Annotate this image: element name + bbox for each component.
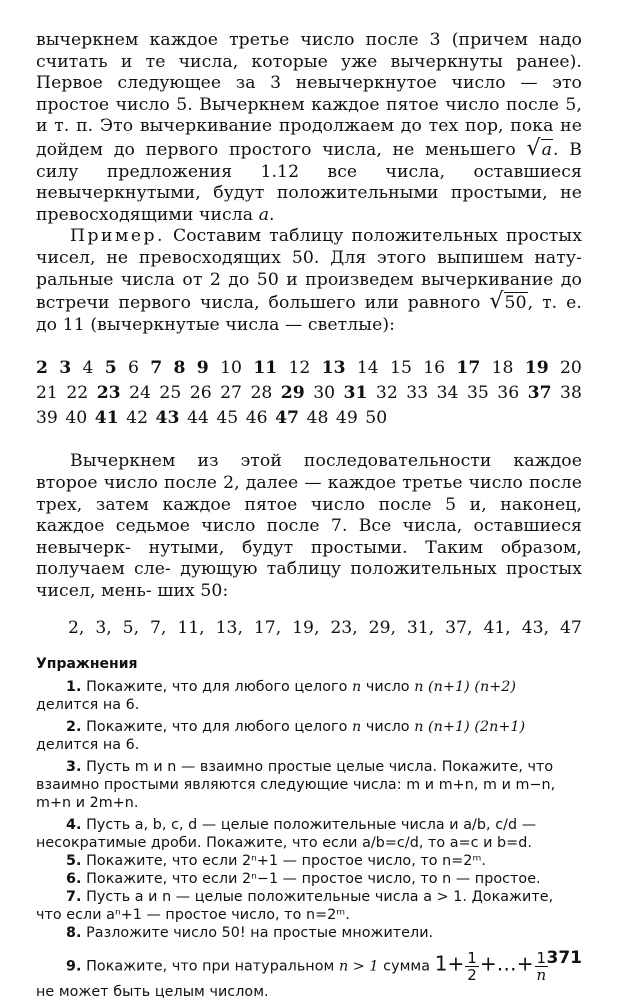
table-number: 23: [96, 383, 121, 404]
sqrt-50: √50: [489, 289, 527, 315]
text-line: считать и те числа, которые уже вычеркнуты ранее).: [36, 51, 582, 72]
table-number: 36: [497, 383, 520, 404]
table-number: 5: [104, 358, 117, 379]
table-number: 21: [36, 383, 58, 404]
table-number: 50: [365, 408, 388, 429]
text-line: числа: [198, 204, 254, 225]
table-number: 27: [220, 383, 242, 404]
table-number: 19: [524, 358, 549, 379]
table-number: 35: [466, 383, 489, 404]
table-number: 37: [527, 383, 552, 404]
table-number: 38: [560, 383, 582, 404]
page-content: [36, 30, 582, 1001]
prime-number: 29,: [368, 618, 396, 639]
text-line: число 5. Вычеркнем каждое пятое число после 5, и т. п.: [36, 94, 582, 137]
table-number: 46: [245, 408, 268, 429]
fraction-one-over-n: $\frac{1}{n}$: [536, 949, 547, 985]
prime-number: 23,: [330, 618, 358, 639]
variable: a: [258, 204, 270, 225]
exercises-list: [36, 678, 582, 1001]
exercise-1: 1. Покажите, что для любого целого n число n (n+1) (n+2) делится на 6.: [36, 679, 517, 714]
prime-number: 2,: [68, 618, 85, 639]
number-row-3: [36, 406, 582, 431]
exercises-title: Упражнения: [36, 656, 138, 673]
table-number: 48: [306, 408, 329, 429]
table-number: 41: [94, 408, 119, 429]
page-number: 371: [546, 948, 582, 968]
prime-number: 7,: [149, 618, 167, 639]
table-number: 20: [559, 358, 582, 379]
text-line: Это вычеркивание продолжаем до тех пор, пока не дойдем: [36, 116, 582, 160]
prime-number: 13,: [215, 618, 243, 639]
table-number: 6: [128, 358, 139, 379]
text-line: будут положительными простыми, не превосходящими: [36, 183, 582, 225]
text-line: предложения 1.12 все числа, оставшиеся невычеркнутыми,: [36, 161, 582, 204]
table-number: 42: [126, 408, 149, 429]
table-number: 9: [196, 358, 209, 379]
table-number: 15: [390, 358, 412, 379]
exercise-9: 9. Покажите, что при натуральном n > 1 сумма 1+ $\frac{1}{2}$ +…+ $\frac{1}{n}$ не может быть целым числом.: [36, 949, 547, 1001]
exercise-7: 7. Пусть a и n — целые положительные числа a > 1. Докажите, что если aⁿ+1 — простое число, то n=2ᵐ.: [36, 889, 554, 924]
prime-number: 41,: [483, 618, 511, 639]
table-number: 25: [159, 383, 182, 404]
table-number: 7: [150, 358, 163, 379]
table-number: 26: [189, 383, 212, 404]
prime-number: 11,: [177, 618, 205, 639]
number-table: [36, 356, 582, 431]
exercise-6: 6. Покажите, что если 2ⁿ−1 — простое число, то n — простое.: [66, 871, 541, 888]
table-number: 47: [275, 408, 300, 429]
primes-list: [36, 618, 582, 638]
table-number: 29: [280, 383, 305, 404]
text-line: вычеркнем каждое третье число после 3 (причем надо: [36, 30, 582, 50]
table-number: 18: [491, 358, 514, 379]
number-row-1: [36, 356, 582, 381]
table-number: 16: [423, 358, 446, 379]
paragraph-3: Вычеркнем из этой последовательности каждое второе число после 2, далее — каждое третье число после трех, затем каждое пятое число после 5 и, наконец, каждое седьмое число после 7. Все числа, оставшиеся невычерк- нутыми, будут простыми. Таким образом, получаем сле- дующую таблицу положительных простых чисел, мень- ших 50:: [36, 451, 582, 601]
text-line: Первое следующее за 3 невычеркнутое число — это простое: [36, 73, 582, 115]
number-row-2: [36, 381, 582, 406]
table-number: 39: [36, 408, 58, 429]
prime-number: 47: [559, 618, 582, 639]
example-label: Пример.: [70, 226, 165, 247]
exercise-3: 3. Пусть m и n — взаимно простые целые числа. Покажите, что взаимно простыми являются следующие числа: m и m+n, m и m−n, m+n и 2m+n.: [36, 759, 556, 812]
text-line: до первого простого числа, не меньшего: [113, 139, 516, 160]
table-number: 31: [343, 383, 368, 404]
text-line: . В силу: [36, 139, 582, 182]
paragraph-2: Пример. Составим таблицу положительных простых чисел, не превосходящих 50. Для этого выпишем нату- ральные числа от 2 до 50 и произведем вычеркивание до встречи первого числа, большего или равного √50, т. е. до 11 (вычеркнутые числа — светлые):: [36, 226, 582, 335]
table-number: 28: [250, 383, 273, 404]
table-number: 43: [155, 408, 180, 429]
table-number: 34: [436, 383, 459, 404]
table-number: 45: [216, 408, 239, 429]
exercise-5: 5. Покажите, что если 2ⁿ+1 — простое число, то n=2ᵐ.: [66, 853, 487, 870]
table-number: 10: [220, 358, 242, 379]
table-number: 4: [82, 358, 94, 379]
table-number: 11: [253, 358, 278, 379]
prime-number: 37,: [445, 618, 473, 639]
prime-number: 31,: [406, 618, 435, 639]
table-number: 12: [288, 358, 311, 379]
exercise-2: 2. Покажите, что для любого целого n число n (n+1) (2n+1) делится на 6.: [36, 719, 526, 754]
prime-number: 3,: [95, 618, 112, 639]
prime-number: 17,: [253, 618, 282, 639]
fraction-one-half: $\frac{1}{2}$: [467, 949, 477, 985]
table-number: 14: [356, 358, 379, 379]
table-number: 33: [406, 383, 429, 404]
table-number: 32: [375, 383, 398, 404]
table-number: 40: [65, 408, 88, 429]
sqrt-a: √a: [526, 135, 552, 161]
exercise-8: 8. Разложите число 50! на простые множители.: [66, 925, 434, 942]
table-number: 8: [173, 358, 186, 379]
exercise-4: 4. Пусть a, b, c, d — целые положительные числа и a/b, c/d — несократимые дроби. Покажите, что если a/b=c/d, то a=c и b=d.: [36, 817, 537, 852]
prime-number: 5,: [122, 618, 140, 639]
paragraph-1: вычеркнем каждое третье число после 3 (причем надо считать и те числа, которые уже вычеркнуты ранее). Первое следующее за 3 невычеркнутое число — это простое число 5. Вычеркнем каждое пятое число после 5, и т. п. Это вычеркивание продолжаем до тех пор, пока не дойдем до первого простого числа, не меньшего √a. В силу предложения 1.12 все числа, оставшиеся невычеркнутыми, будут положительными простыми, не превосходящими числа a.: [36, 30, 582, 225]
table-number: 30: [313, 383, 336, 404]
table-number: 44: [186, 408, 209, 429]
table-number: 2: [36, 358, 48, 379]
table-number: 13: [321, 358, 346, 379]
table-number: 17: [456, 358, 481, 379]
table-number: 49: [335, 408, 358, 429]
table-number: 3: [59, 358, 72, 379]
prime-number: 19,: [292, 618, 320, 639]
table-number: 24: [129, 383, 151, 404]
table-number: 22: [66, 383, 89, 404]
prime-number: 43,: [521, 618, 550, 639]
